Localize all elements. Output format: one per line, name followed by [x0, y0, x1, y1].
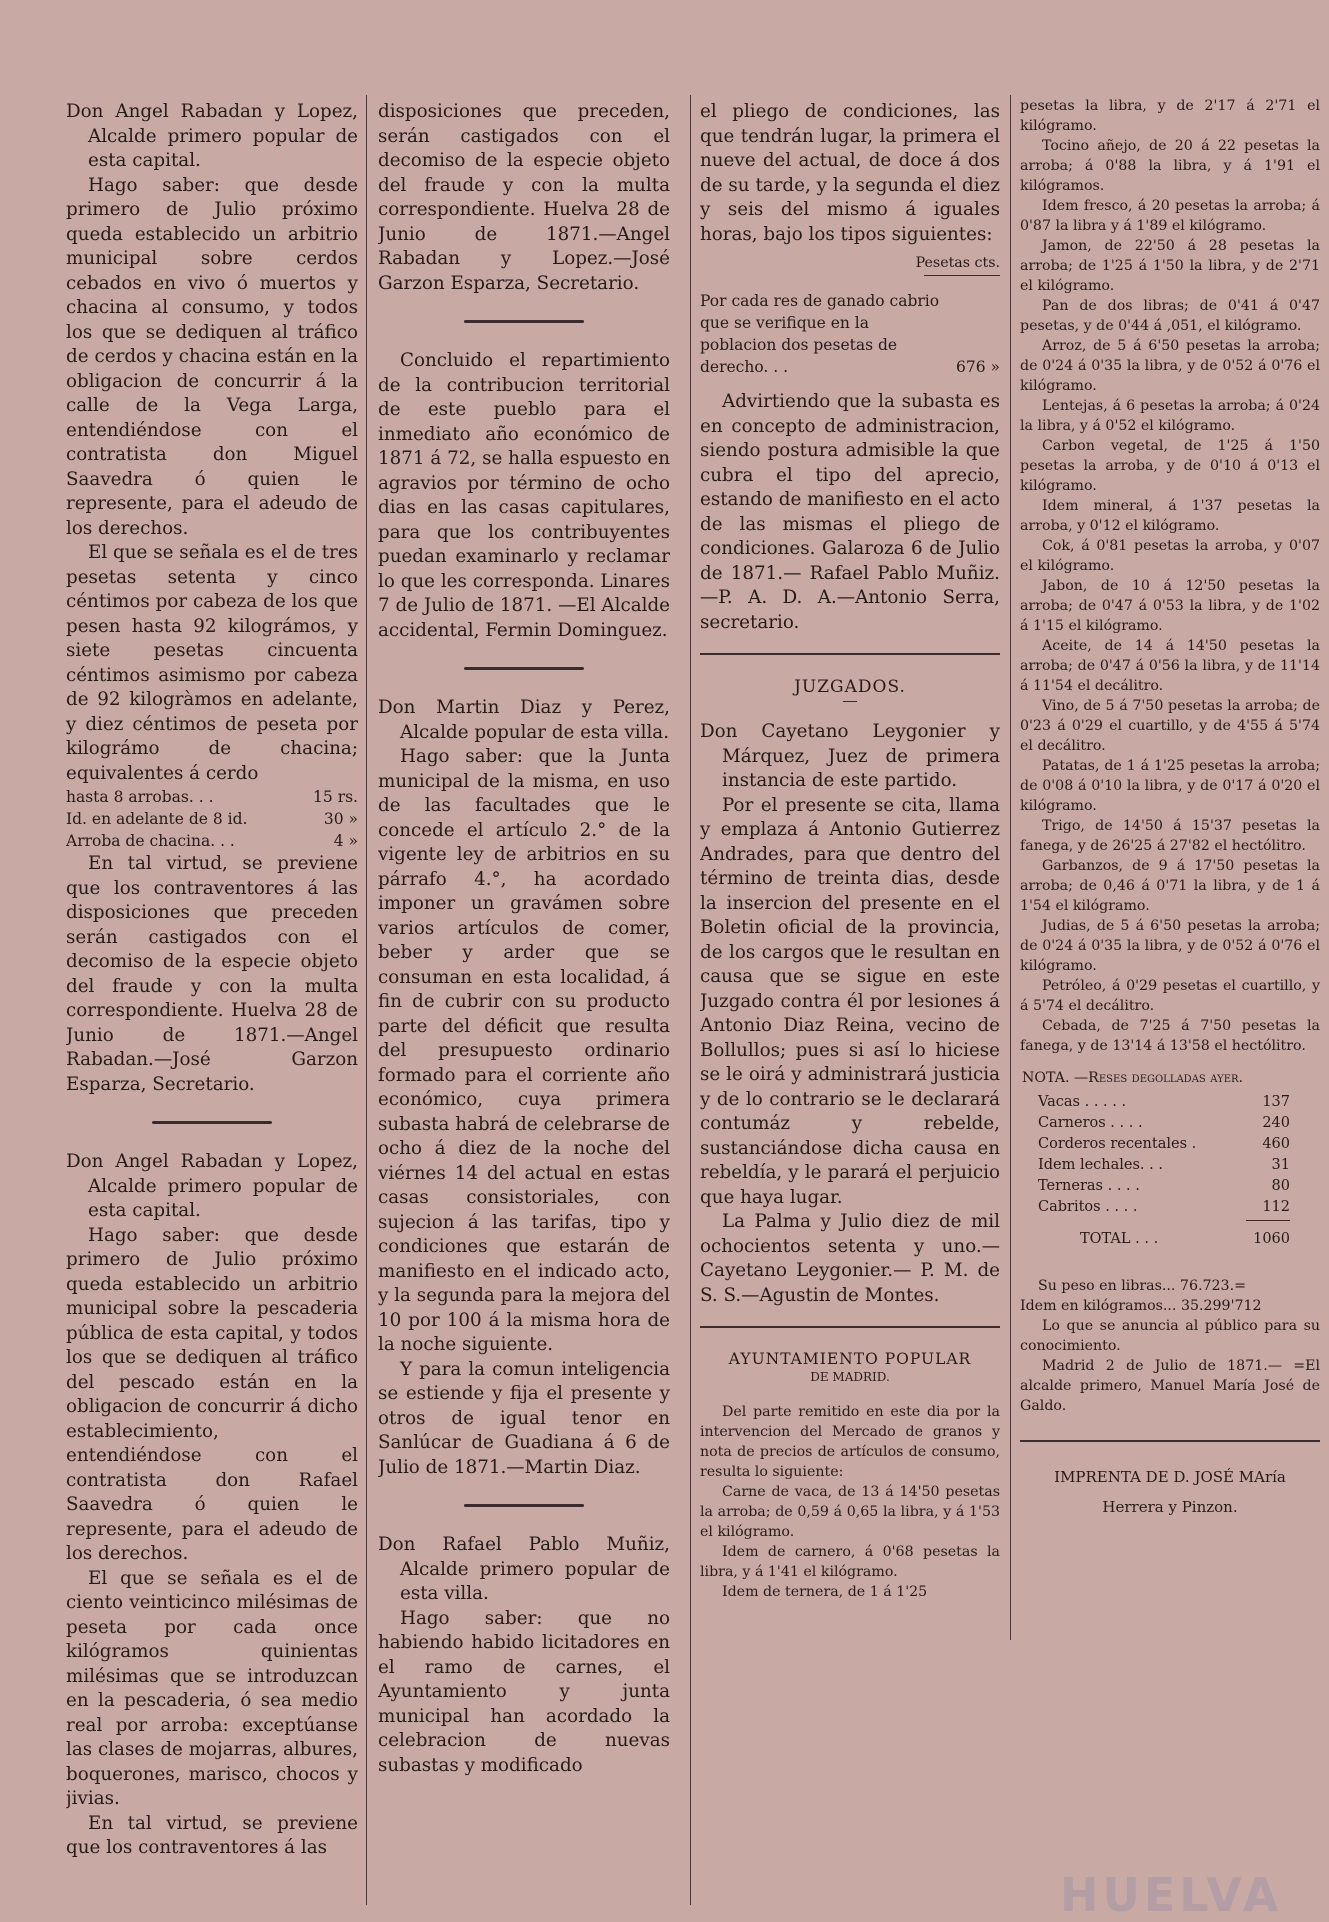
nota-table	[1020, 1092, 1320, 1218]
price-item: Carbon vegetal, de 1'25 á 1'50 pesetas la arroba, y de 0'10 á 0'13 el kilógramo.	[1020, 438, 1320, 494]
price-item: Trigo, de 14'50 á 15'37 pesetas la fanega, y de 26'25 á 27'82 el hectólitro.	[1020, 818, 1320, 854]
notice-header: Don Angel Rabadan y Lopez, Alcalde primero popular de esta capital.	[66, 101, 358, 171]
price-item: Garbanzos, de 9 á 17'50 pesetas la arroba; de 0,46 á 0'71 la libra, y de 1 á 1'54 el kilógramo.	[1020, 858, 1320, 914]
notice-body: Hago saber: que la Junta municipal de la misma, en uso de las facultades que le concede el artículo 2.° de la vigente ley de arbitrios en su párrafo 4.°, ha acordado imponer un gravámen sobre varios artículos de comer, beber y arder que se consuman en esta localidad, á fin de cubrir con su producto parte del déficit que resulta del presupuesto ordinario formado para el corriente año económico, cuya primera subasta habrá de celebrarse de ocho á diez de la noche del viérnes 14 del actual en estas casas consistoriales, con sujecion á las tarifas, tipo y condiciones que estarán de manifiesto en el indicado acto, y la segunda para la mejora del 10 por 100 á la misma hora de la noche siguiente.	[378, 746, 670, 1355]
price-item: Aceite, de 14 á 14'50 pesetas la arroba; de 0'47 á 0'56 la libra, y de 11'14 á 11'54 el decálitro.	[1020, 638, 1320, 694]
price-item: Arroz, de 5 á 6'50 pesetas la arroba; de 0'24 á 0'35 la libra, y de 0'52 á 0'76 el kilógramo.	[1020, 338, 1320, 394]
notice-body: El que se señala es el de tres pesetas setenta y cinco céntimos por cabeza de los que pesen hasta 92 kilográmos, y siete pesetas cincuenta céntimos asimismo por cabeza de 92 kilogràmos en adelante, y diez céntimos de peseta por kilográmo de chacina; equivalentes á cerdo	[66, 542, 358, 784]
separator	[464, 667, 584, 670]
weight-kilos: Idem en kilógramos... 35.299'712	[1020, 1298, 1262, 1314]
notice-body: disposiciones que preceden, serán castigados con el decomiso de la especie objeto del fraude y con la multa correspondiente. Huelva 28 de Junio de 1871.—Angel Rabadan y Lopez.—José Garzon Esparza, Secretario.	[378, 101, 670, 294]
total-table	[1020, 1229, 1320, 1250]
separator	[700, 653, 1000, 655]
price-item: Carne de vaca, de 13 á 14'50 pesetas la arroba; de 0,59 á 0,65 la libra, y á 1'53 el kilógramo.	[700, 1484, 1000, 1540]
price-item: Lentejas, á 6 pesetas la arroba; á 0'24 la libra, y á 0'52 el kilógramo.	[1020, 398, 1320, 434]
nota-title: NOTA. —Reses degolladas ayer.	[1022, 1070, 1244, 1086]
header-rule	[924, 275, 1000, 276]
notice-header: Don Cayetano Leygonier y Márquez, Juez de primera instancia de este partido.	[700, 721, 1000, 791]
price-item: Jabon, de 10 á 12'50 pesetas la arroba; de 0'47 á 0'53 la libra, y de 1'02 á 1'15 el kilógramo.	[1020, 578, 1320, 634]
notice-body: Hago saber: que desde primero de Julio próximo queda establecido un arbitrio municipal sobre cerdos cebados en vivo ó muertos y chacina al consumo, y todos los que se dediquen al tráfico de cerdos y chacina están en la obligacion de concurrir á la calle de la Vega Larga, entendiéndose con el contratista don Miguel Saavedra ó quien le represente, para el adeudo de los derechos.	[66, 174, 358, 539]
notice-body: Concluido el repartimiento de la contribucion territorial de este pueblo para el inmediato año económico de 1871 á 72, se halla espuesto en agravios por término de ocho dias en las casas capitulares, para que los contribuyentes puedan examinarlo y reclamar lo que les corresponda. Linares 7 de Julio de 1871. —El Alcalde accidental, Fermin Dominguez.	[378, 350, 670, 641]
separator	[152, 1121, 272, 1124]
notice-body: Advirtiendo que la subasta es en concepto de administracion, siendo postura admisible la que cubra el tipo del aprecio, estando de manifiesto en el acto de las mismas el pliego de condiciones. Galaroza 6 de Julio de 1871.— Rafael Pablo Muñiz.—P. A. D. A.—Antonio Serra, secretario.	[700, 391, 1000, 633]
price-item: Tocino añejo, de 20 á 22 pesetas la arroba; á 0'88 la libra, y á 1'91 el kilógramos.	[1020, 138, 1320, 194]
notice-body: Hago saber: que no habiendo habido licitadores en el ramo de carnes, el Ayuntamiento y junta municipal han acordado la celebracion de nuevas subastas y modificado	[378, 1607, 670, 1776]
notice-header: Don Rafael Pablo Muñiz, Alcalde primero popular de esta villa.	[378, 1534, 670, 1604]
imprint: IMPRENTA DE D. JOSÉ MAría Herrera y Pinzon.	[1054, 1468, 1286, 1516]
total-row: TOTAL . . . 1060	[1080, 1231, 1290, 1247]
rate-row: hasta 8 arrobas. . . 15 rs.	[66, 788, 358, 806]
rates-table	[66, 786, 358, 852]
notice-body: Por el presente se cita, llama y emplaza á Antonio Gutierrez Andrades, para que dentro del término de treinta dias, desde la insercion del presente en el Boletin oficial de la provincia, de los cargos que le resultan en causa que se sigue en este Juzgado contra él por lesiones á Antonio Diaz Reina, vecino de Bollullos; pues si así lo hiciese se le oirá y administrará justicia y de lo contrario se le declarará contumáz y rebelde, sustanciándose dicha causa en rebeldía, y le parará el perjuicio que haya lugar.	[700, 794, 1000, 1208]
announcement: Lo que se anuncia al público para su conocimiento.	[1020, 1318, 1320, 1354]
notice-body: el pliego de condiciones, las que tendrán lugar, la primera el nueve del actual, de doce á dos de su tarde, y la segunda el diez y seis del mismo á iguales horas, bajo los tipos siguientes:	[700, 101, 1000, 245]
weight-libras: Su peso en libras... 76.723.=	[1038, 1278, 1246, 1294]
nota-row: Vacas . . . . . 137	[1038, 1094, 1290, 1110]
nota-row: Carneros . . . . 240	[1038, 1115, 1290, 1131]
notice-body: La Palma y Julio diez de mil ochocientos setenta y uno.—Cayetano Leygonier.— P. M. de S. S.—Agustin de Montes.	[700, 1211, 1000, 1306]
nota-row: Idem lechales. . . 31	[1038, 1157, 1290, 1173]
nota-row: Terneras . . . . 80	[1038, 1178, 1290, 1194]
price-item: Idem mineral, á 1'37 pesetas la arroba, y 0'12 el kilógramo.	[1020, 498, 1320, 534]
price-item: Idem de ternera, de 1 á 1'25	[722, 1584, 928, 1600]
price-item: Idem de carnero, á 0'68 pesetas la libra, y á 1'41 el kilógramo.	[700, 1544, 1000, 1580]
section-subtitle: DE MADRID.	[810, 1370, 890, 1384]
nota-row: Cabritos . . . . 112	[1038, 1199, 1290, 1215]
total-rule	[1246, 1220, 1290, 1221]
notice-body: Hago saber: que desde primero de Julio próximo queda establecido un arbitrio municipal sobre la pescaderia pública de esta capital, y todos los que se dediquen al tráfico del pescado están en la obligacion de concurrir á dicho establecimiento, entendiéndose con el contratista don Rafael Saavedra ó quien le represente, para el adeudo de los derechos.	[66, 1224, 358, 1564]
price-item: Judias, de 5 á 6'50 pesetas la arroba; de 0'24 á 0'35 la libra, y de 0'52 á 0'76 el kilógramo.	[1020, 918, 1320, 974]
notice-header: Don Angel Rabadan y Lopez, Alcalde primero popular de esta capital.	[66, 1151, 358, 1221]
intro-text: Del parte remitido en este dia por la intervencion del Mercado de granos y nota de precios de artículos de consumo, resulta lo siguiente:	[700, 1404, 1000, 1480]
separator	[1020, 1440, 1320, 1442]
price-item: Petróleo, á 0'29 pesetas el cuartillo, y á 5'74 el decálitro.	[1020, 978, 1320, 1014]
section-title: JUZGADOS.	[794, 677, 906, 697]
price-item: Patatas, de 1 á 1'25 pesetas la arroba; de 0'08 á 0'10 la libra, y de 0'17 á 0'20 el kilógramo.	[1020, 758, 1320, 814]
column-rule	[366, 95, 367, 1905]
price-item: Cebada, de 7'25 á 7'50 pesetas la fanega, y de 13'14 á 13'58 el hectólitro.	[1020, 1018, 1320, 1054]
notice-body: Y para la comun inteligencia se estiende y fija el presente y otros de igual tenor en Sanlúcar de Guadiana á 6 de Julio de 1871.—Martin Diaz.	[378, 1358, 670, 1478]
tariff-row: Por cada res de ganado cabrio que se verifique en la poblacion dos pesetas de derecho. . . 676 »	[700, 292, 1000, 376]
column-3	[700, 100, 1000, 1602]
section-title: AYUNTAMIENTO POPULAR	[728, 1350, 972, 1368]
column-1	[66, 100, 358, 1861]
price-item: Vino, de 5 á 7'50 pesetas la arroba; de 0'23 á 0'29 el cuartillo, y de 4'55 á 5'74 el decálitro.	[1020, 698, 1320, 754]
price-item: pesetas la libra, y de 2'17 á 2'71 el kilógramo.	[1020, 98, 1320, 134]
library-watermark: HUELVA	[1060, 1868, 1283, 1922]
column-rule	[690, 95, 691, 1905]
title-dash	[843, 701, 857, 702]
notice-body: El que se señala es el de ciento veinticinco milésimas de peseta por cada once kilógramos quinientas milésimas que se introduzcan en la pescaderia, ó sea medio real por arroba: exceptúanse las clases de mojarras, albures, boquerones, marisco, chocos y jivias.	[66, 1567, 358, 1809]
price-item: Pan de dos libras; de 0'41 á 0'47 pesetas, y de 0'44 á ,051, el kilógramo.	[1020, 298, 1320, 334]
column-rule	[1010, 95, 1011, 1640]
rate-row: Id. en adelante de 8 id. 30 »	[66, 810, 358, 828]
tariff-table	[700, 290, 1000, 378]
price-item: Jamon, de 22'50 á 28 pesetas la arroba; de 1'25 á 1'50 la libra, y de 2'71 el kilógramo.	[1020, 238, 1320, 294]
signature: Madrid 2 de Julio de 1871.— =El alcalde primero, Manuel María José de Galdo.	[1020, 1358, 1320, 1414]
price-item: Idem fresco, á 20 pesetas la arroba; á 0'87 la libra y á 1'89 el kilógramo.	[1020, 198, 1320, 234]
notice-body: En tal virtud, se previene que los contraventores á las	[66, 1812, 358, 1858]
price-column-header: Pesetas cts.	[915, 255, 1000, 271]
notice-header: Don Martin Diaz y Perez, Alcalde popular de esta villa.	[378, 697, 670, 743]
separator	[464, 320, 584, 323]
nota-row: Corderos recentales . 460	[1038, 1136, 1290, 1152]
rate-row: Arroba de chacina. . . 4 »	[66, 832, 358, 850]
price-item: Cok, á 0'81 pesetas la arroba, y 0'07 el kilógramo.	[1020, 538, 1320, 574]
column-2	[378, 100, 670, 1778]
separator	[464, 1504, 584, 1507]
notice-body: En tal virtud, se previene que los contraventores á las disposiciones que preceden serán castigados con el decomiso de la especie objeto del fraude y con la multa correspondiente. Huelva 28 de Junio de 1871.—Angel Rabadan.—José Garzon Esparza, Secretario.	[66, 853, 358, 1095]
separator	[700, 1326, 1000, 1328]
column-4	[1020, 96, 1320, 1522]
